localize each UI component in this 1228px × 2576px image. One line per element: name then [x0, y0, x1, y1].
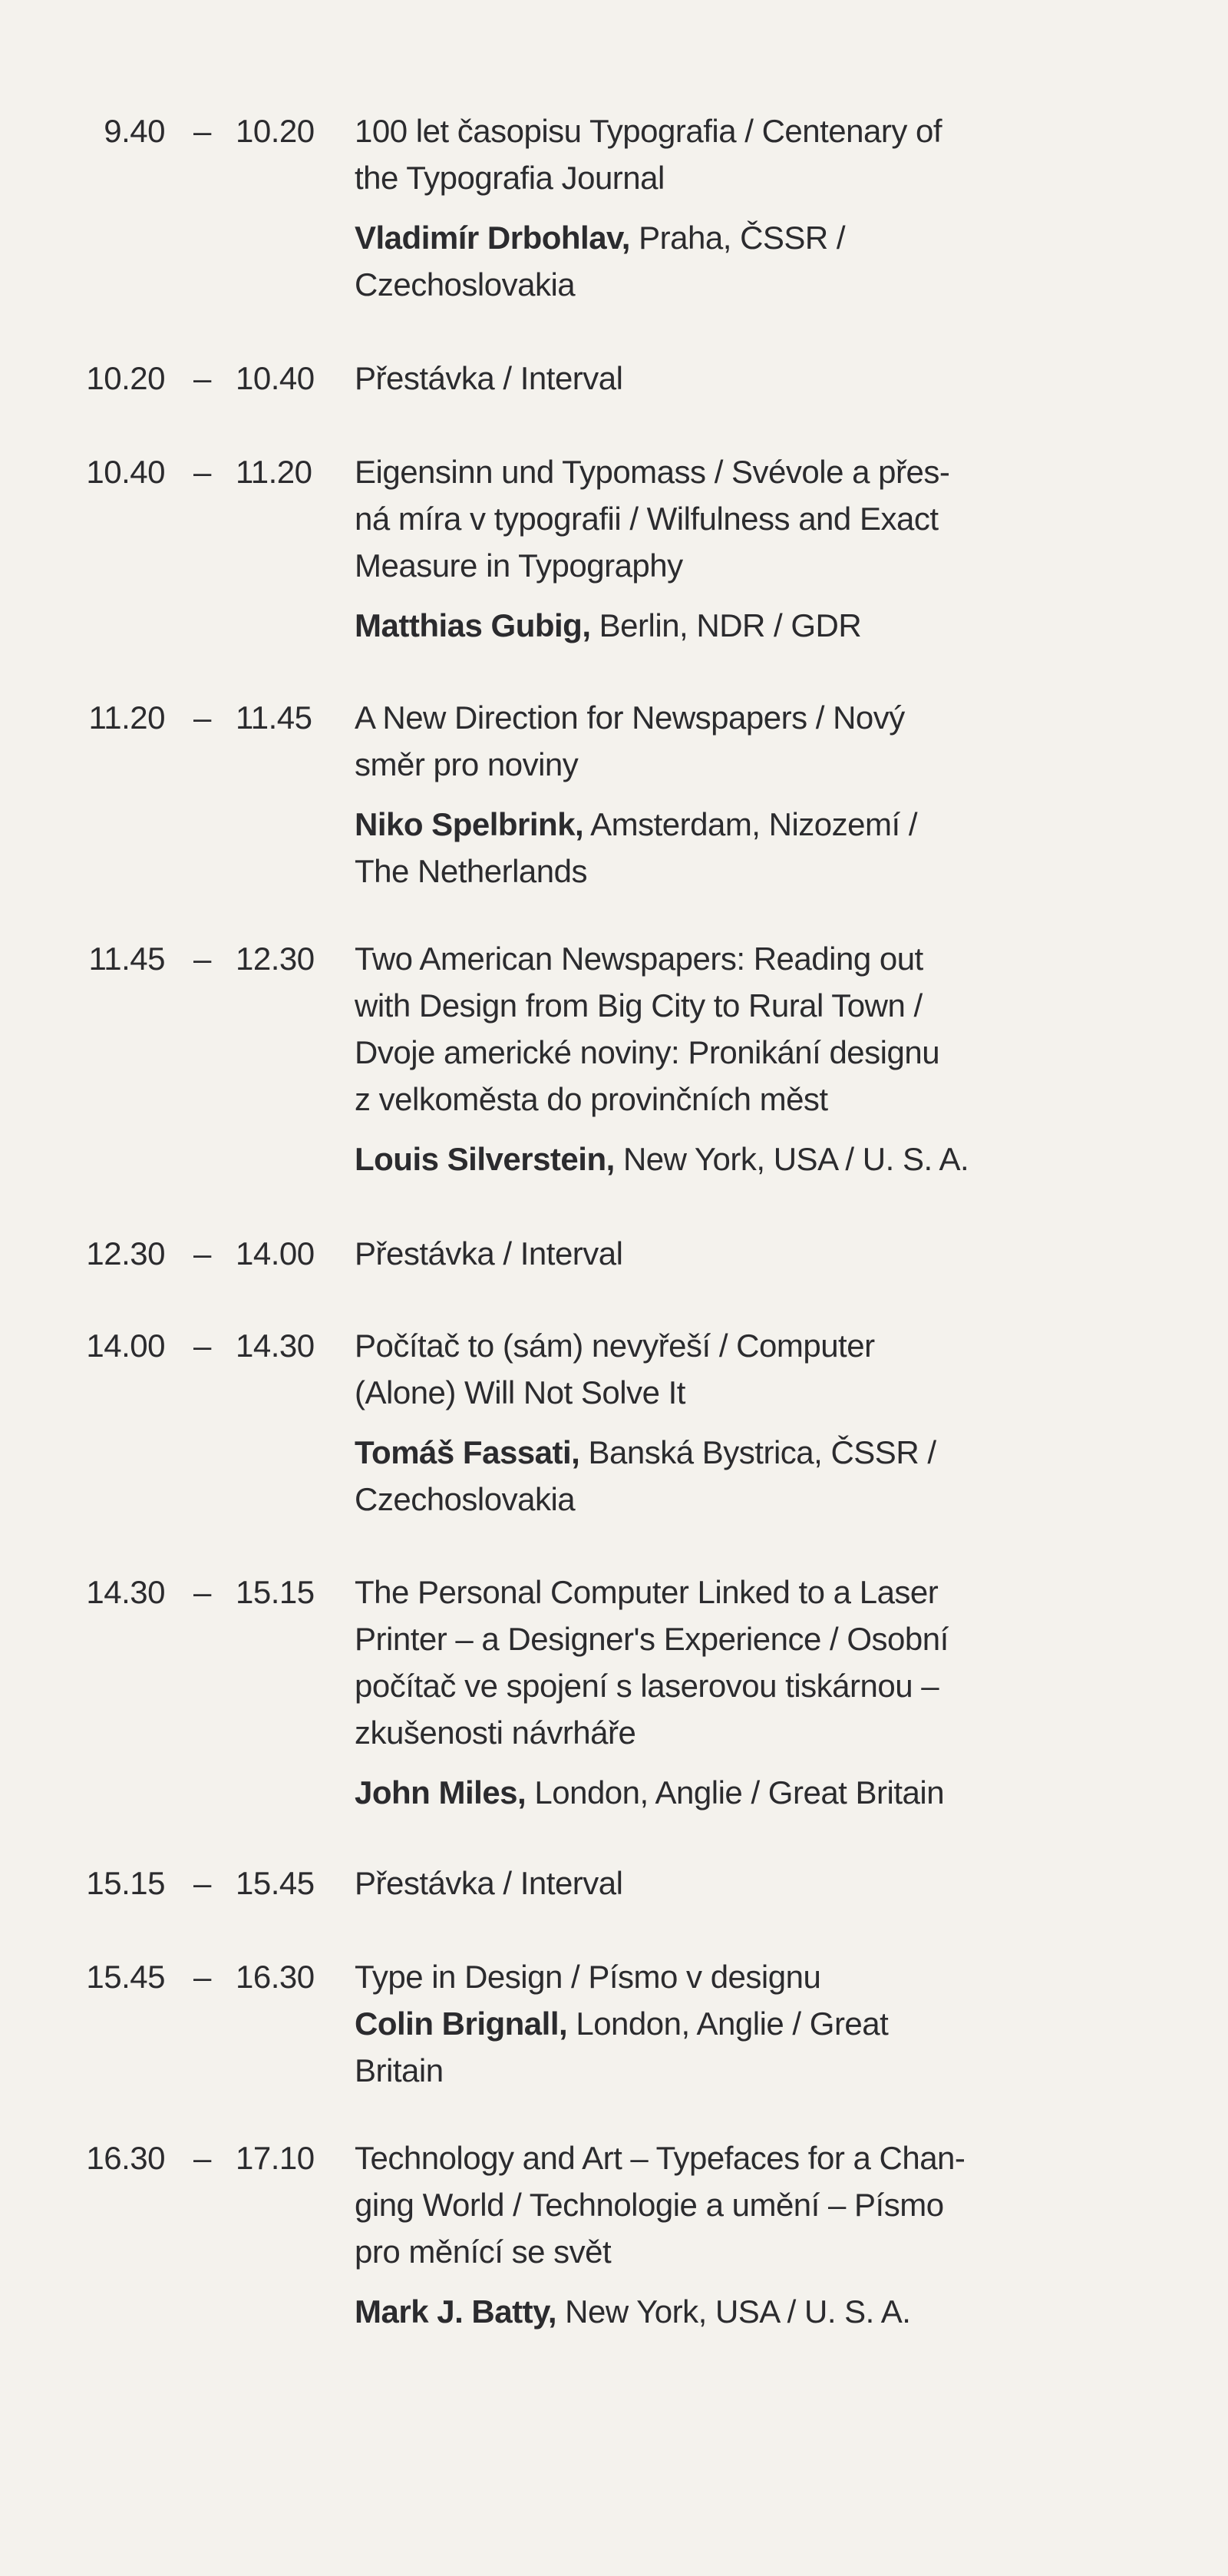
start-time: 10.40: [86, 454, 165, 490]
title-line: Dvoje americké noviny: Pronikání designu: [355, 1034, 940, 1070]
end-time: 11.45: [236, 699, 312, 736]
title-line: The Personal Computer Linked to a Laser: [355, 1574, 939, 1610]
title-line: Přestávka / Interval: [355, 1235, 623, 1271]
end-time: 15.15: [236, 1574, 315, 1610]
time-dash: –: [193, 454, 211, 490]
title-line: pro měnící se svět: [355, 2234, 612, 2270]
speaker-name: Colin Brignall,: [355, 2006, 568, 2042]
end-time: 15.45: [236, 1865, 315, 1901]
title-line: z velkoměsta do provinčních měst: [355, 1081, 828, 1117]
start-time: 15.15: [86, 1865, 165, 1901]
start-time: 9.40: [104, 113, 165, 149]
speaker-location: Praha, ČSSR /: [629, 220, 846, 256]
end-time: 17.10: [236, 2140, 315, 2176]
end-time: 14.30: [236, 1328, 315, 1364]
title-line: Printer – a Designer's Experience / Osobní: [355, 1621, 949, 1657]
title-line: Two American Newspapers: Reading out: [355, 941, 923, 977]
title-line: Počítač to (sám) nevyřeší / Computer: [355, 1328, 875, 1364]
title-line: směr pro noviny: [355, 746, 579, 782]
session-description: [355, 694, 1122, 894]
speaker-line: [355, 1769, 1122, 1816]
title-line: Eigensinn und Typomass / Svévole a přes-: [355, 454, 950, 490]
session-description: [355, 2135, 1122, 2335]
title-line: with Design from Big City to Rural Town /: [355, 987, 923, 1023]
start-time: 15.45: [86, 1959, 165, 1995]
end-time: 10.40: [236, 360, 315, 396]
start-time: 16.30: [86, 2140, 165, 2176]
start-time: 10.20: [86, 360, 165, 396]
time-dash: –: [193, 2140, 211, 2176]
end-time: 11.20: [236, 454, 312, 490]
time-dash: –: [193, 941, 211, 977]
end-time: 10.20: [236, 113, 315, 149]
time-dash: –: [193, 360, 211, 396]
speaker-location: New York, USA / U. S. A.: [556, 2293, 911, 2330]
speaker-location: Amsterdam, Nizozemí /: [583, 806, 918, 842]
title-line: Přestávka / Interval: [355, 360, 623, 396]
title-line: A New Direction for Newspapers / Nový: [355, 699, 905, 736]
speaker-location: New York, USA / U. S. A.: [614, 1141, 969, 1177]
speaker-location-line: Czechoslovakia: [355, 1481, 576, 1517]
speaker-line: [355, 1429, 1122, 1476]
speaker-name: Matthias Gubig,: [355, 607, 591, 643]
speaker-location: Banská Bystrica, ČSSR /: [579, 1434, 936, 1470]
time-dash: –: [193, 1574, 211, 1610]
session-description: [355, 1953, 1122, 2094]
title-line: počítač ve spojení s laserovou tiskárnou –: [355, 1668, 939, 1704]
speaker-name: Mark J. Batty,: [355, 2293, 556, 2330]
speaker-location: Berlin, NDR / GDR: [590, 607, 862, 643]
speaker-name: Louis Silverstein,: [355, 1141, 615, 1177]
speaker-line: [355, 1136, 1122, 1182]
speaker-line: [355, 2288, 1122, 2335]
session-description: [355, 1230, 1122, 1277]
speaker-location-line: Britain: [355, 2052, 444, 2088]
start-time: 11.20: [88, 699, 165, 736]
speaker-location: London, Anglie / Great Britain: [526, 1774, 945, 1810]
start-time: 12.30: [86, 1235, 165, 1271]
speaker-line: [355, 602, 1122, 649]
time-dash: –: [193, 1328, 211, 1364]
time-dash: –: [193, 1235, 211, 1271]
speaker-name: Vladimír Drbohlav,: [355, 220, 630, 256]
speaker-location-line: Czechoslovakia: [355, 266, 576, 303]
end-time: 12.30: [236, 941, 315, 977]
start-time: 11.45: [88, 941, 165, 977]
title-line: the Typografia Journal: [355, 160, 665, 196]
speaker-location-line: The Netherlands: [355, 853, 588, 889]
speaker-line: [355, 801, 1122, 848]
time-dash: –: [193, 699, 211, 736]
speaker-location: London, Anglie / Great: [567, 2006, 889, 2042]
title-line: (Alone) Will Not Solve It: [355, 1374, 685, 1410]
title-line: zkušenosti návrháře: [355, 1715, 636, 1751]
session-description: [355, 1569, 1122, 1816]
speaker-name: Niko Spelbrink,: [355, 806, 584, 842]
speaker-line: [355, 214, 1122, 261]
session-description: [355, 355, 1122, 402]
session-description: [355, 935, 1122, 1182]
end-time: 14.00: [236, 1235, 315, 1271]
speaker-name: Tomáš Fassati,: [355, 1434, 580, 1470]
title-line: Technology and Art – Typefaces for a Chan-: [355, 2140, 966, 2176]
time-dash: –: [193, 1865, 211, 1901]
speaker-line: [355, 2000, 1122, 2047]
session-description: [355, 1860, 1122, 1906]
time-dash: –: [193, 1959, 211, 1995]
speaker-name: John Miles,: [355, 1774, 527, 1810]
session-description: [355, 107, 1122, 308]
title-line: Type in Design / Písmo v designu: [355, 1959, 821, 1995]
title-line: ging World / Technologie a umění – Písmo: [355, 2187, 944, 2223]
title-line: ná míra v typografii / Wilfulness and Exact: [355, 501, 939, 537]
time-dash: –: [193, 113, 211, 149]
title-line: Measure in Typography: [355, 547, 683, 584]
start-time: 14.30: [86, 1574, 165, 1610]
title-line: 100 let časopisu Typografia / Centenary of: [355, 113, 942, 149]
session-description: [355, 1322, 1122, 1523]
start-time: 14.00: [86, 1328, 165, 1364]
session-description: [355, 448, 1122, 649]
title-line: Přestávka / Interval: [355, 1865, 623, 1901]
end-time: 16.30: [236, 1959, 315, 1995]
